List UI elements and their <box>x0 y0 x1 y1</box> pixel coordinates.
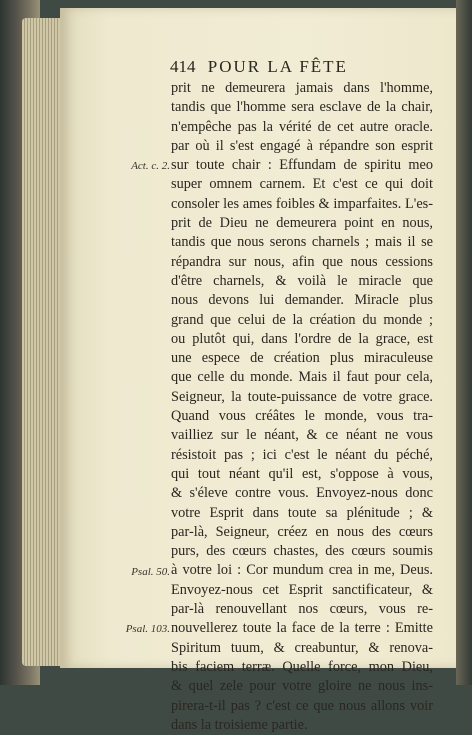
text-line: consoler les ames foibles & imparfaites. L'es- <box>171 195 433 212</box>
right-shadow <box>456 0 472 685</box>
text-line: qui tout néant qu'il est, s'oppose à vous, <box>171 465 433 482</box>
margin-reference: Psal. 103. <box>125 623 170 636</box>
margin-reference: Act. c. 2. <box>131 160 170 173</box>
text-line: votre Esprit dans toute sa plénitude ; & <box>171 504 433 521</box>
text-line: résistoit pas ; ici c'est le néant du péché, <box>171 446 433 463</box>
text-line: pirera-t-il pas ? c'est ce que nous allons voir <box>171 697 433 714</box>
text-line: grand que celui de la création du monde ; <box>171 311 433 328</box>
text-line: par-là, Seigneur, créez en nous des cœurs <box>171 523 433 540</box>
text-line: Seigneur, la toute-puissance de votre grace. <box>171 388 433 405</box>
text-line: purs, des cœurs chastes, des cœurs soumis <box>171 543 433 560</box>
text-line: prit ne demeurera jamais dans l'homme, <box>171 80 433 96</box>
text-line: par-là renouvellant nos cœurs, vous re- <box>171 601 433 618</box>
text-line: que celle du monde. Mais il faut pour cela, <box>171 369 433 386</box>
text-line: tandis que nous serons charnels ; mais il se <box>171 234 433 251</box>
text-line: Quand vous créâtes le monde, vous tra- <box>171 408 433 425</box>
running-title: POUR LA FÊTE <box>207 57 348 76</box>
text-line: super omnem carnem. Et c'est ce qui doit <box>171 176 433 193</box>
text-line: dans la troisieme partie. <box>171 716 308 733</box>
text-line: nous devons lui demander. Miracle plus <box>171 292 433 309</box>
text-line: Envoyez-nous cet Esprit sanctificateur, & <box>171 581 433 598</box>
text-line: nouvellerez toute la face de la terre : Emitte <box>171 620 433 637</box>
text-line: & quel zele pour votre gloire ne nous ins- <box>171 678 433 695</box>
text-line: une espece de création plus miraculeuse <box>171 350 433 367</box>
text-line: n'empêche pas la vérité de cet autre oracle. <box>171 118 433 135</box>
text-line: & s'éleve contre vous. Envoyez-nous donc <box>171 485 433 502</box>
text-line: à votre loi : Cor mundum crea in me, Deus. <box>171 562 433 579</box>
text-line: Spiritum tuum, & creabuntur, & renova- <box>171 639 433 656</box>
text-line: répandra sur nous, afin que nous cessions <box>171 253 433 270</box>
text-line: par où il s'est engagé à répandre son esprit <box>171 137 433 154</box>
text-line: sur toute chair : Effundam de spiritu meo <box>171 157 433 174</box>
margin-reference: Psal. 50. <box>131 565 170 578</box>
running-header <box>170 57 348 77</box>
text-line: bis faciem terræ. Quelle force, mon Dieu, <box>171 658 433 675</box>
text-line: d'être charnels, & voilà le miracle que <box>171 272 433 289</box>
text-line: prit de Dieu ne demeurera point en nous, <box>171 215 433 232</box>
body-text <box>171 79 433 735</box>
text-line: ou plutôt qui, dans l'ordre de la grace, est <box>171 330 433 347</box>
text-line: vailliez sur le néant, & ce néant ne vous <box>171 427 433 444</box>
page-number: 414 <box>170 57 196 76</box>
text-line: tandis que l'homme sera esclave de la chair, <box>171 99 433 116</box>
